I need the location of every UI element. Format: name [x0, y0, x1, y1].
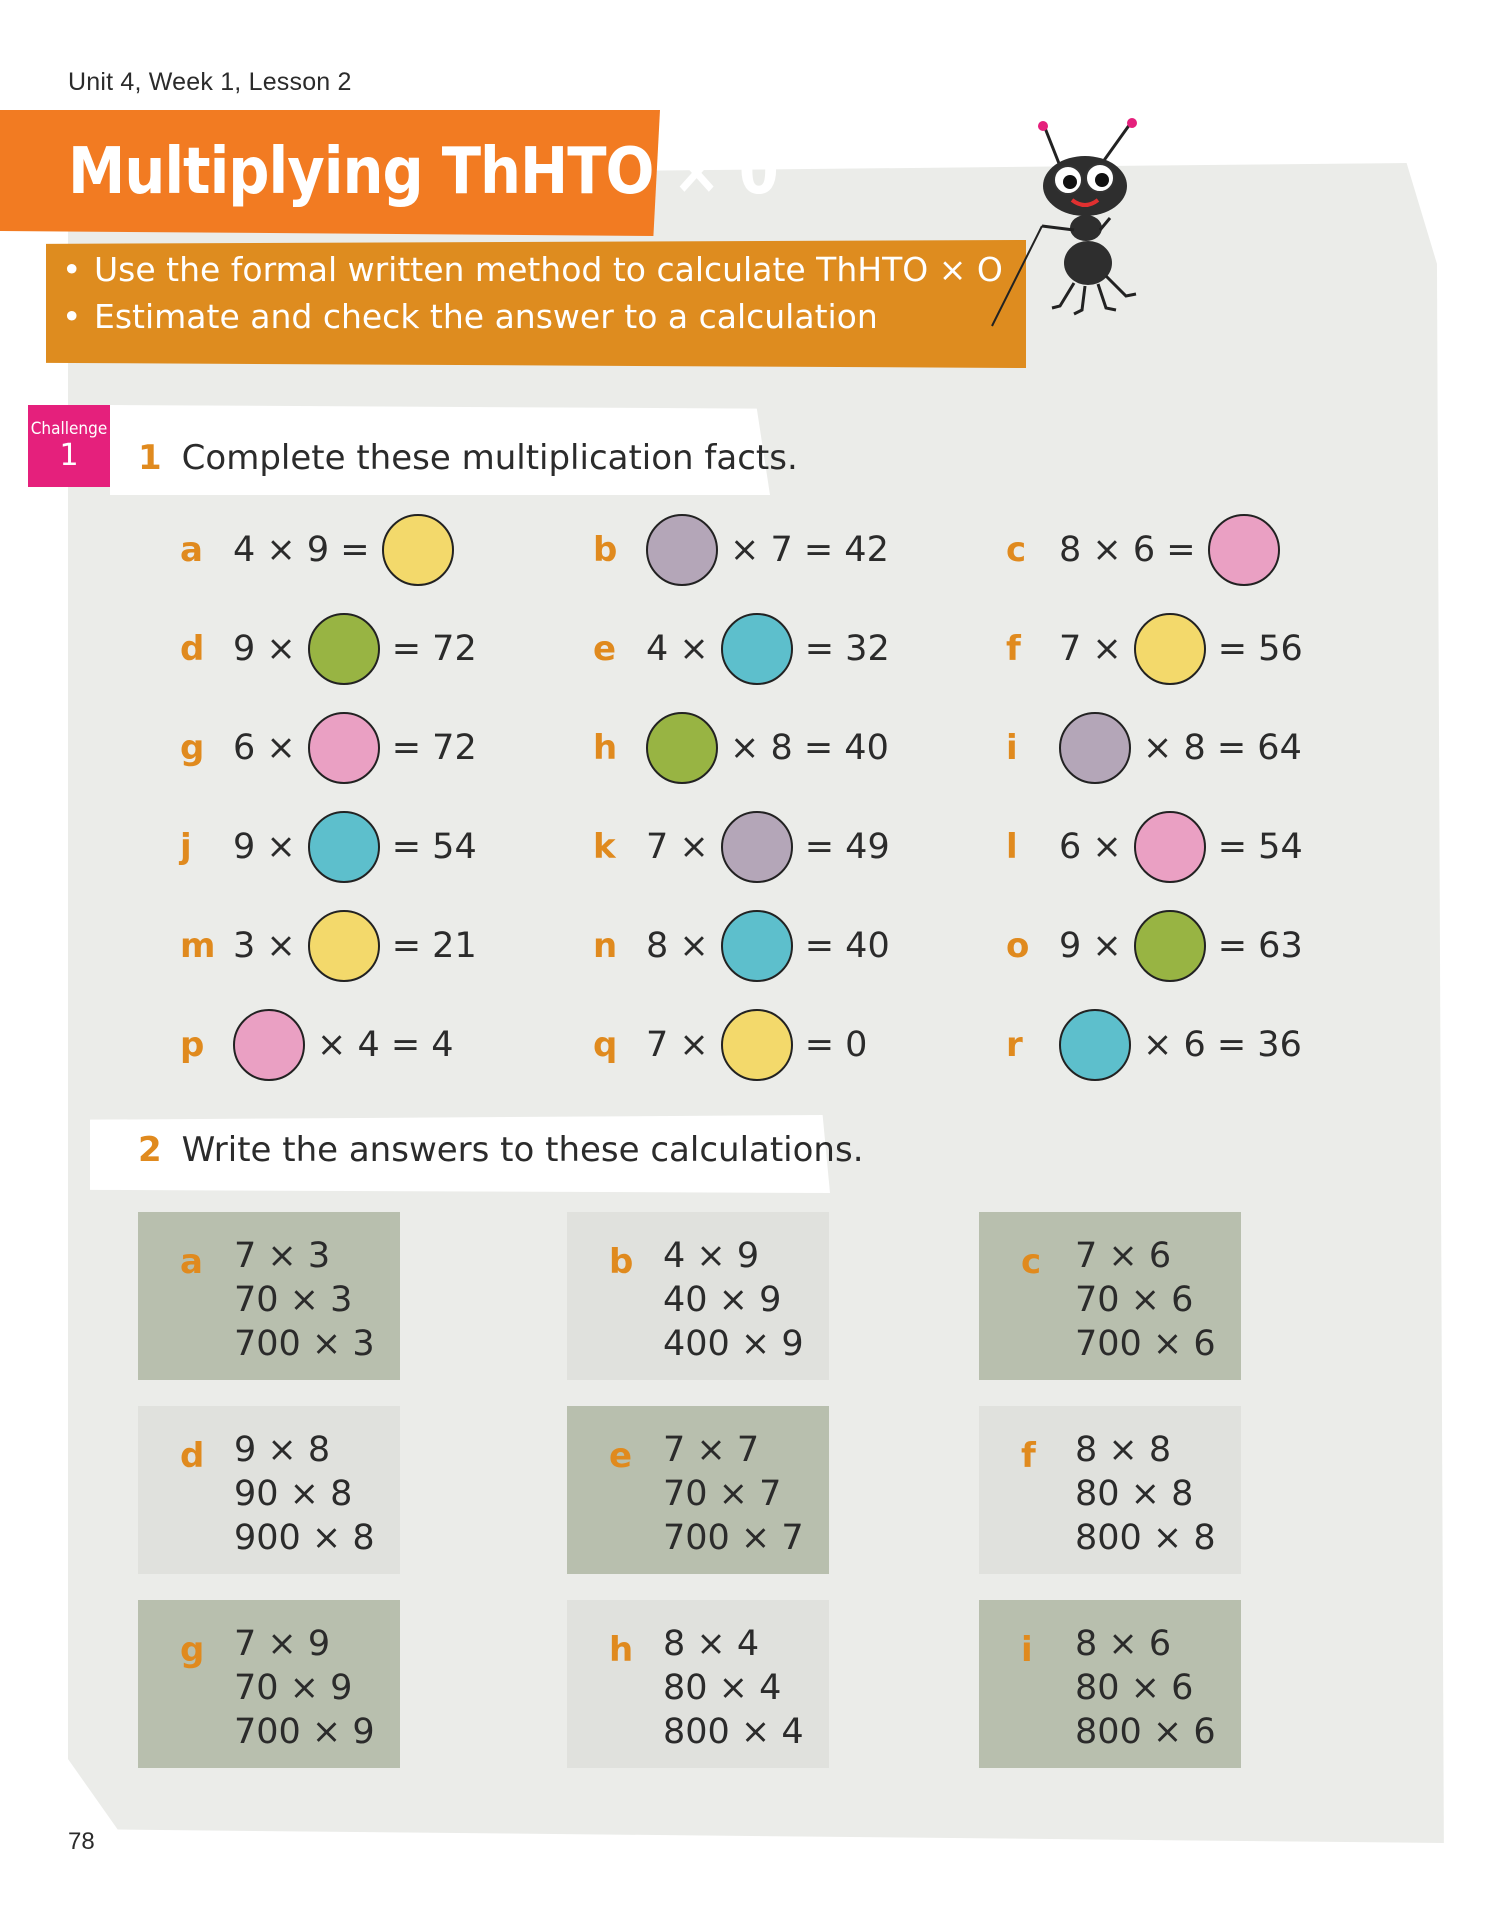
- fact-before-text: 7 ×: [646, 1025, 709, 1065]
- calculation-line: 700 × 3: [234, 1324, 375, 1364]
- objective-item: • Estimate and check the answer to a calculation: [62, 297, 878, 336]
- calculation-box-i: [979, 1600, 1241, 1768]
- calculation-box-a: [138, 1212, 400, 1380]
- fact-letter: d: [180, 629, 205, 669]
- calculation-box-e: [567, 1406, 829, 1574]
- fact-after-text: = 72: [391, 728, 477, 768]
- calculation-box-g: [138, 1600, 400, 1768]
- fact-expression: [233, 1005, 454, 1085]
- fact-before-text: 4 ×: [646, 629, 709, 669]
- answer-circle[interactable]: [382, 514, 454, 586]
- calculation-line: 800 × 4: [663, 1712, 804, 1752]
- fact-letter: r: [1006, 1025, 1023, 1065]
- box-letter: h: [609, 1630, 634, 1670]
- fact-expression: [1059, 1005, 1302, 1085]
- fact-expression: [233, 807, 477, 887]
- fact-expression: [646, 609, 890, 689]
- fact-expression: [233, 510, 466, 590]
- calculation-line: 7 × 7: [663, 1430, 760, 1470]
- fact-letter: q: [593, 1025, 618, 1065]
- calculation-box-d: [138, 1406, 400, 1574]
- page-number: 78: [68, 1828, 95, 1855]
- fact-letter: p: [180, 1025, 205, 1065]
- answer-circle[interactable]: [1208, 514, 1280, 586]
- fact-before-text: 9 ×: [233, 827, 296, 867]
- fact-letter: g: [180, 728, 205, 768]
- calculation-line: 800 × 8: [1075, 1518, 1216, 1558]
- fact-expression: [1059, 906, 1303, 986]
- fact-after-text: × 6 = 36: [1143, 1025, 1302, 1065]
- answer-circle[interactable]: [1059, 1009, 1131, 1081]
- calculation-box-b: [567, 1212, 829, 1380]
- fact-before-text: 7 ×: [646, 827, 709, 867]
- calculation-line: 900 × 8: [234, 1518, 375, 1558]
- fact-expression: [646, 807, 890, 887]
- fact-letter: l: [1006, 827, 1018, 867]
- calculation-line: 9 × 8: [234, 1430, 331, 1470]
- fact-before-text: 8 ×: [646, 926, 709, 966]
- calculation-line: 40 × 9: [663, 1280, 782, 1320]
- answer-circle[interactable]: [1134, 811, 1206, 883]
- fact-after-text: = 63: [1217, 926, 1303, 966]
- fact-letter: f: [1006, 629, 1021, 669]
- fact-expression: [646, 906, 890, 986]
- fact-before-text: 9 ×: [233, 629, 296, 669]
- answer-circle[interactable]: [233, 1009, 305, 1081]
- calculation-line: 8 × 8: [1075, 1430, 1172, 1470]
- fact-expression: [646, 1005, 867, 1085]
- fact-expression: [1059, 609, 1303, 689]
- fact-letter: a: [180, 530, 203, 570]
- fact-after-text: × 7 = 42: [730, 530, 889, 570]
- calculation-box-h: [567, 1600, 829, 1768]
- fact-letter: m: [180, 926, 216, 966]
- answer-circle[interactable]: [646, 514, 718, 586]
- calculation-line: 70 × 6: [1075, 1280, 1194, 1320]
- fact-letter: j: [180, 827, 192, 867]
- fact-before-text: 7 ×: [1059, 629, 1122, 669]
- fact-before-text: 6 ×: [233, 728, 296, 768]
- fact-expression: [233, 708, 477, 788]
- fact-after-text: × 8 = 64: [1143, 728, 1302, 768]
- calculation-line: 700 × 6: [1075, 1324, 1216, 1364]
- fact-after-text: = 54: [391, 827, 477, 867]
- box-letter: g: [180, 1630, 205, 1670]
- fact-after-text: = 72: [391, 629, 477, 669]
- fact-after-text: = 54: [1217, 827, 1303, 867]
- box-letter: b: [609, 1242, 634, 1282]
- fact-expression: [1059, 708, 1302, 788]
- fact-after-text: = 40: [804, 926, 890, 966]
- fact-expression: [1059, 510, 1292, 590]
- fact-before-text: 8 × 6 =: [1059, 530, 1196, 570]
- fact-expression: [646, 510, 889, 590]
- fact-letter: i: [1006, 728, 1018, 768]
- answer-circle[interactable]: [646, 712, 718, 784]
- answer-circle[interactable]: [721, 1009, 793, 1081]
- ant-mascot-icon: [990, 118, 1205, 333]
- fact-letter: h: [593, 728, 618, 768]
- fact-expression: [233, 609, 477, 689]
- calculation-box-c: [979, 1212, 1241, 1380]
- answer-circle[interactable]: [308, 910, 380, 982]
- calculation-line: 70 × 3: [234, 1280, 353, 1320]
- fact-after-text: = 21: [391, 926, 477, 966]
- box-letter: i: [1021, 1630, 1033, 1670]
- calculation-line: 7 × 9: [234, 1624, 331, 1664]
- calculation-line: 90 × 8: [234, 1474, 353, 1514]
- calculation-line: 70 × 7: [663, 1474, 782, 1514]
- calculation-line: 8 × 4: [663, 1624, 760, 1664]
- answer-circle[interactable]: [1059, 712, 1131, 784]
- fact-letter: o: [1006, 926, 1030, 966]
- challenge-badge: Challenge 1: [28, 405, 110, 487]
- fact-before-text: 4 × 9 =: [233, 530, 370, 570]
- calculation-line: 80 × 4: [663, 1668, 782, 1708]
- answer-circle[interactable]: [721, 613, 793, 685]
- box-letter: f: [1021, 1436, 1036, 1476]
- fact-after-text: = 32: [804, 629, 890, 669]
- calculation-line: 7 × 3: [234, 1236, 331, 1276]
- calculation-line: 700 × 7: [663, 1518, 804, 1558]
- calculation-line: 400 × 9: [663, 1324, 804, 1364]
- calculation-box-f: [979, 1406, 1241, 1574]
- fact-letter: n: [593, 926, 618, 966]
- calculation-line: 4 × 9: [663, 1236, 760, 1276]
- box-letter: c: [1021, 1242, 1042, 1282]
- fact-expression: [646, 708, 889, 788]
- page-title: Multiplying ThHTO × 0: [68, 135, 778, 209]
- fact-before-text: 6 ×: [1059, 827, 1122, 867]
- answer-circle[interactable]: [721, 910, 793, 982]
- question-1-header: 1 Complete these multiplication facts.: [138, 438, 798, 478]
- answer-circle[interactable]: [721, 811, 793, 883]
- answer-circle[interactable]: [308, 712, 380, 784]
- calculation-line: 7 × 6: [1075, 1236, 1172, 1276]
- calculation-line: 8 × 6: [1075, 1624, 1172, 1664]
- fact-after-text: = 56: [1217, 629, 1303, 669]
- calculation-line: 80 × 6: [1075, 1668, 1194, 1708]
- fact-letter: c: [1006, 530, 1027, 570]
- objective-item: • Use the formal written method to calculate ThHTO × O: [62, 250, 1003, 289]
- box-letter: e: [609, 1436, 633, 1476]
- fact-after-text: × 4 = 4: [317, 1025, 454, 1065]
- fact-after-text: = 0: [804, 1025, 868, 1065]
- box-letter: d: [180, 1436, 205, 1476]
- answer-circle[interactable]: [1134, 910, 1206, 982]
- fact-letter: b: [593, 530, 618, 570]
- calculation-line: 700 × 9: [234, 1712, 375, 1752]
- answer-circle[interactable]: [308, 613, 380, 685]
- fact-after-text: × 8 = 40: [730, 728, 889, 768]
- calculation-line: 80 × 8: [1075, 1474, 1194, 1514]
- calculation-line: 70 × 9: [234, 1668, 353, 1708]
- fact-letter: e: [593, 629, 617, 669]
- answer-circle[interactable]: [1134, 613, 1206, 685]
- fact-before-text: 3 ×: [233, 926, 296, 966]
- answer-circle[interactable]: [308, 811, 380, 883]
- unit-label: Unit 4, Week 1, Lesson 2: [68, 68, 352, 96]
- fact-expression: [233, 906, 477, 986]
- fact-expression: [1059, 807, 1303, 887]
- fact-letter: k: [593, 827, 616, 867]
- calculation-line: 800 × 6: [1075, 1712, 1216, 1752]
- fact-after-text: = 49: [804, 827, 890, 867]
- box-letter: a: [180, 1242, 203, 1282]
- fact-before-text: 9 ×: [1059, 926, 1122, 966]
- question-2-header: 2 Write the answers to these calculations.: [138, 1130, 864, 1170]
